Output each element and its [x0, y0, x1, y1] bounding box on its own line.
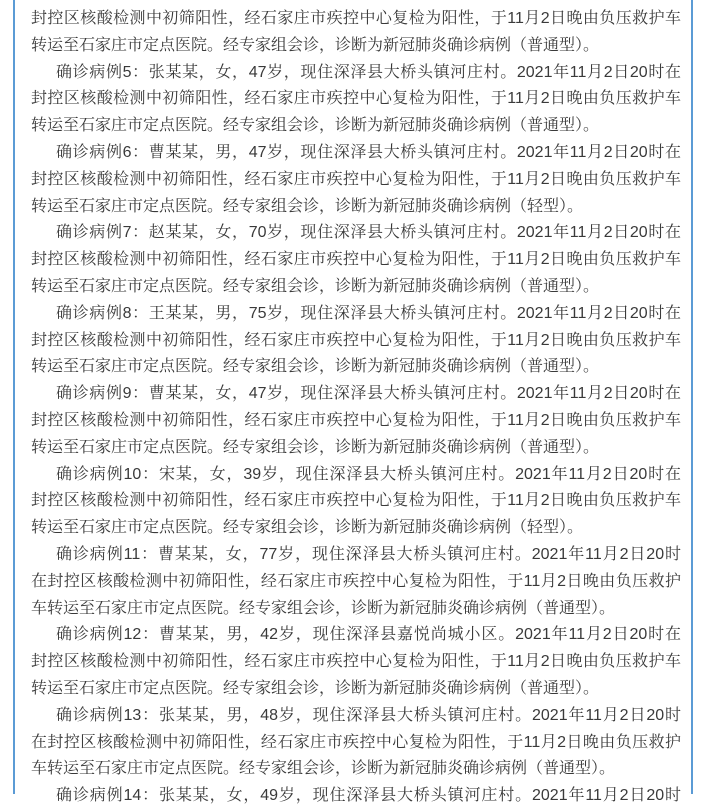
text-line: 确诊病例7：赵某某，女，70岁，现住深泽县大桥头镇河庄村。2021年11月2日20时在 [56, 224, 681, 242]
page-border-left [13, 0, 15, 794]
text-line: 转运至石家庄市定点医院。经专家组会诊，诊断为新冠肺炎确诊病例（普通型）。 [31, 679, 600, 697]
text-line: 转运至石家庄市定点医院。经专家组会诊，诊断为新冠肺炎确诊病例（普通型）。 [31, 36, 600, 54]
text-line: 确诊病例8：王某某，男，75岁，现住深泽县大桥头镇河庄村。2021年11月2日20时在 [56, 304, 681, 322]
text-line: 封控区核酸检测中初筛阳性，经石家庄市疾控中心复检为阳性，于11月2日晚由负压救护车 [31, 492, 681, 510]
text-line: 封控区核酸检测中初筛阳性，经石家庄市疾控中心复检为阳性，于11月2日晚由负压救护车 [31, 331, 681, 349]
text-line: 封控区核酸检测中初筛阳性，经石家庄市疾控中心复检为阳性，于11月2日晚由负压救护车 [31, 411, 681, 429]
text-line: 确诊病例13：张某某，男，48岁，现住深泽县大桥头镇河庄村。2021年11月2日20时 [56, 706, 681, 724]
text-line: 转运至石家庄市定点医院。经专家组会诊，诊断为新冠肺炎确诊病例（普通型）。 [31, 117, 600, 135]
text-line: 车转运至石家庄市定点医院。经专家组会诊，诊断为新冠肺炎确诊病例（普通型）。 [31, 599, 616, 617]
text-line: 确诊病例14：张某某，女，49岁，现住深泽县大桥头镇河庄村。2021年11月2日20时 [56, 787, 681, 805]
text-line: 确诊病例11：曹某某，女，77岁，现住深泽县大桥头镇河庄村。2021年11月2日20时 [56, 545, 681, 563]
text-line: 确诊病例9：曹某某，女，47岁，现住深泽县大桥头镇河庄村。2021年11月2日20时在 [56, 385, 681, 403]
text-line: 确诊病例10：宋某，女，39岁，现住深泽县大桥头镇河庄村。2021年11月2日20时在 [56, 465, 681, 483]
text-line: 确诊病例6：曹某某，男，47岁，现住深泽县大桥头镇河庄村。2021年11月2日20时在 [56, 143, 681, 161]
text-line: 封控区核酸检测中初筛阳性，经石家庄市疾控中心复检为阳性，于11月2日晚由负压救护车 [31, 251, 681, 269]
text-line: 转运至石家庄市定点医院。经专家组会诊，诊断为新冠肺炎确诊病例（轻型）。 [31, 197, 584, 215]
text-line: 转运至石家庄市定点医院。经专家组会诊，诊断为新冠肺炎确诊病例（普通型）。 [31, 277, 600, 295]
text-line: 封控区核酸检测中初筛阳性，经石家庄市疾控中心复检为阳性，于11月2日晚由负压救护车 [31, 653, 681, 671]
text-line: 在封控区核酸检测中初筛阳性，经石家庄市疾控中心复检为阳性，于11月2日晚由负压救护 [31, 733, 681, 751]
text-line: 车转运至石家庄市定点医院。经专家组会诊，诊断为新冠肺炎确诊病例（普通型）。 [31, 760, 616, 778]
text-line: 封控区核酸检测中初筛阳性，经石家庄市疾控中心复检为阳性，于11月2日晚由负压救护车 [31, 10, 681, 27]
text-line: 封控区核酸检测中初筛阳性，经石家庄市疾控中心复检为阳性，于11月2日晚由负压救护车 [31, 170, 681, 188]
text-line: 转运至石家庄市定点医院。经专家组会诊，诊断为新冠肺炎确诊病例（普通型）。 [31, 438, 600, 456]
text-line: 转运至石家庄市定点医院。经专家组会诊，诊断为新冠肺炎确诊病例（普通型）。 [31, 358, 600, 376]
text-line: 在封控区核酸检测中初筛阳性，经石家庄市疾控中心复检为阳性，于11月2日晚由负压救护 [31, 572, 681, 590]
text-line: 确诊病例5：张某某，女，47岁，现住深泽县大桥头镇河庄村。2021年11月2日20时在 [56, 63, 681, 81]
page-border-right [691, 0, 693, 794]
text-line: 确诊病例12：曹某某，男，42岁，现住深泽县嘉悦尚城小区。2021年11月2日20时在 [56, 626, 681, 644]
document-body [31, 6, 681, 810]
text-line: 转运至石家庄市定点医院。经专家组会诊，诊断为新冠肺炎确诊病例（轻型）。 [31, 519, 584, 537]
text-line: 封控区核酸检测中初筛阳性，经石家庄市疾控中心复检为阳性，于11月2日晚由负压救护车 [31, 90, 681, 108]
